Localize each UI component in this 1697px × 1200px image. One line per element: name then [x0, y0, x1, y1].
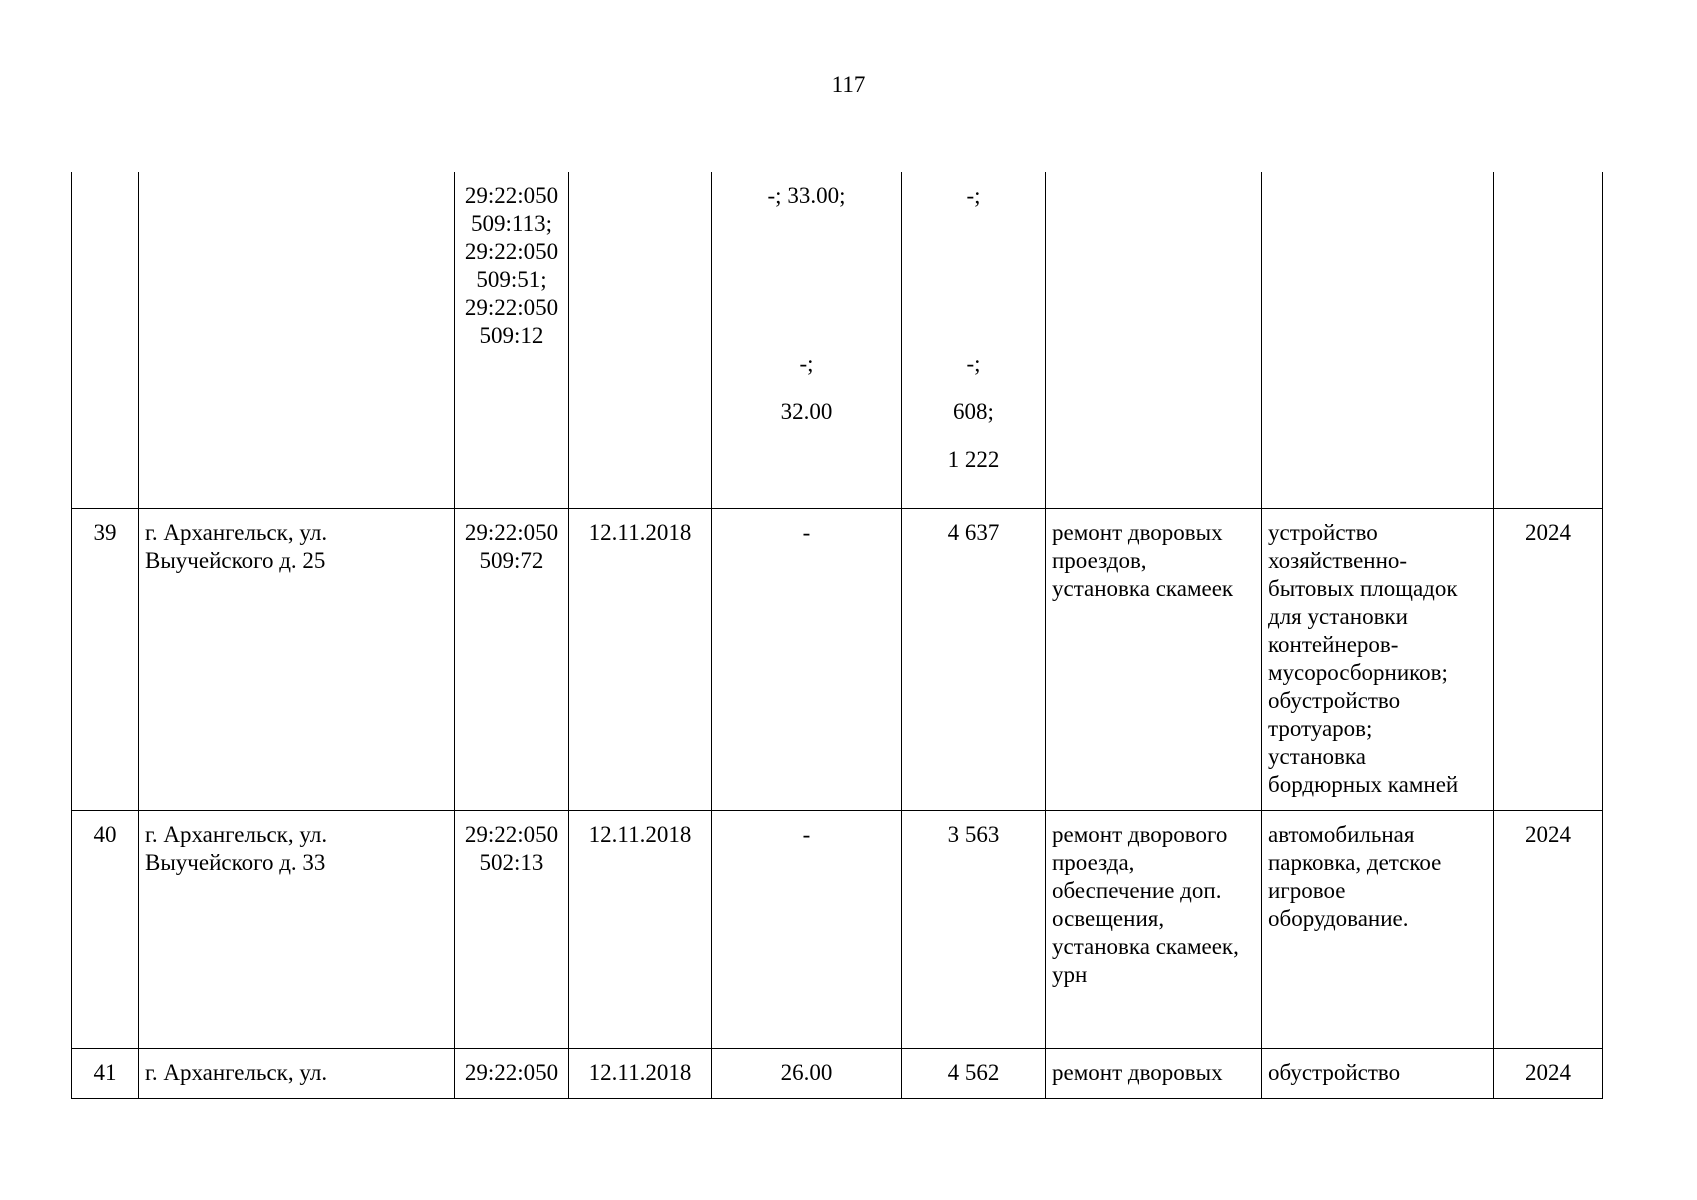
cell-works-min — [1046, 810, 1262, 1048]
works-line: хозяйственно- — [1268, 547, 1408, 573]
address-line: Выучейского д. 25 — [145, 547, 326, 573]
cell-num: 39 — [72, 508, 139, 810]
cadastral-line: 29:22:050 — [464, 295, 559, 320]
col5-top: -; 33.00; — [767, 183, 846, 208]
cell-address — [139, 1048, 455, 1098]
works-line: тротуаров; — [1268, 715, 1373, 741]
works-line: устройство — [1268, 519, 1378, 545]
col6-lower: 608; — [953, 399, 994, 424]
cadastral-line: 509:72 — [479, 547, 544, 573]
works-line: ремонт дворовых — [1052, 1059, 1223, 1085]
works-line: ремонт дворового — [1052, 821, 1228, 847]
works-line: установка скамеек — [1052, 575, 1234, 601]
works-line: обеспечение доп. — [1052, 877, 1222, 903]
works-line: контейнеров- — [1268, 631, 1399, 657]
works-line: освещения, — [1052, 905, 1165, 931]
cell-date — [569, 172, 712, 508]
cell-cadastral — [455, 172, 569, 508]
cell-works-extra — [1262, 508, 1494, 810]
cadastral-line: 502:13 — [479, 849, 544, 875]
cell-cadastral — [455, 1048, 569, 1098]
cell-works-extra — [1262, 172, 1494, 508]
cadastral-line: 29:22:050 — [464, 519, 559, 545]
works-line: урн — [1052, 961, 1088, 987]
cell-area: 3 563 — [902, 810, 1046, 1048]
works-line: автомобильная — [1268, 821, 1415, 847]
table-row — [72, 810, 1603, 1048]
works-line: установка скамеек, — [1052, 933, 1239, 959]
works-line: для установки — [1268, 603, 1408, 629]
works-line: обустройство — [1268, 1059, 1401, 1085]
cell-num: 40 — [72, 810, 139, 1048]
cell-date: 12.11.2018 — [569, 508, 712, 810]
address-line: г. Архангельск, ул. — [145, 519, 328, 545]
col5-bottom: 32.00 — [780, 399, 833, 424]
table-row — [72, 1048, 1603, 1098]
cell-works-extra — [1262, 1048, 1494, 1098]
cell-year: 2024 — [1494, 810, 1603, 1048]
cell-year — [1494, 172, 1603, 508]
works-line: мусоросборников; — [1268, 659, 1448, 685]
cell-works-min — [1046, 1048, 1262, 1098]
cell-num: 41 — [72, 1048, 139, 1098]
cell-year: 2024 — [1494, 1048, 1603, 1098]
cell-address — [139, 508, 455, 810]
works-line: бордюрных камней — [1268, 771, 1459, 797]
cell-address — [139, 172, 455, 508]
cell-col5: - — [712, 810, 902, 1048]
table-row — [72, 508, 1603, 810]
cell-date: 12.11.2018 — [569, 810, 712, 1048]
works-line: оборудование. — [1268, 905, 1409, 931]
cell-area: 4 562 — [902, 1048, 1046, 1098]
works-line: бытовых площадок — [1268, 575, 1458, 601]
cell-cadastral — [455, 810, 569, 1048]
cadastral-line: 29:22:050 — [464, 1059, 559, 1085]
works-line: проездов, — [1052, 547, 1147, 573]
page-number: 117 — [831, 72, 866, 97]
cadastral-line: 509:113; — [471, 211, 552, 236]
table-row-continuation — [72, 172, 1603, 508]
col6-top: -; — [966, 183, 981, 208]
cell-works-min — [1046, 508, 1262, 810]
cell-works-min — [1046, 172, 1262, 508]
cell-num — [72, 172, 139, 508]
cell-cadastral — [455, 508, 569, 810]
col6-bottom: 1 222 — [947, 447, 1000, 472]
address-line: г. Архангельск, ул. — [145, 821, 328, 847]
works-line: парковка, детское — [1268, 849, 1442, 875]
works-line: ремонт дворовых — [1052, 519, 1223, 545]
address-line: Выучейского д. 33 — [145, 849, 326, 875]
cadastral-line: 29:22:050 — [464, 183, 559, 208]
cadastral-line: 509:12 — [479, 323, 544, 348]
cell-date: 12.11.2018 — [569, 1048, 712, 1098]
cell-col5: - — [712, 508, 902, 810]
col6-mid: -; — [966, 351, 981, 376]
cell-col5: 26.00 — [712, 1048, 902, 1098]
cell-works-extra — [1262, 810, 1494, 1048]
works-line: проезда, — [1052, 849, 1135, 875]
address-line: г. Архангельск, ул. — [145, 1059, 328, 1085]
cell-area — [902, 172, 1046, 508]
cell-year: 2024 — [1494, 508, 1603, 810]
improvement-registry-table — [71, 172, 1603, 1099]
works-line: обустройство — [1268, 687, 1401, 713]
cadastral-line: 29:22:050 — [464, 239, 559, 264]
cell-area: 4 637 — [902, 508, 1046, 810]
cadastral-line: 509:51; — [476, 267, 547, 292]
cell-col5 — [712, 172, 902, 508]
col5-mid: -; — [799, 351, 814, 376]
cell-address — [139, 810, 455, 1048]
works-line: игровое — [1268, 877, 1346, 903]
works-line: установка — [1268, 743, 1366, 769]
cadastral-line: 29:22:050 — [464, 821, 559, 847]
